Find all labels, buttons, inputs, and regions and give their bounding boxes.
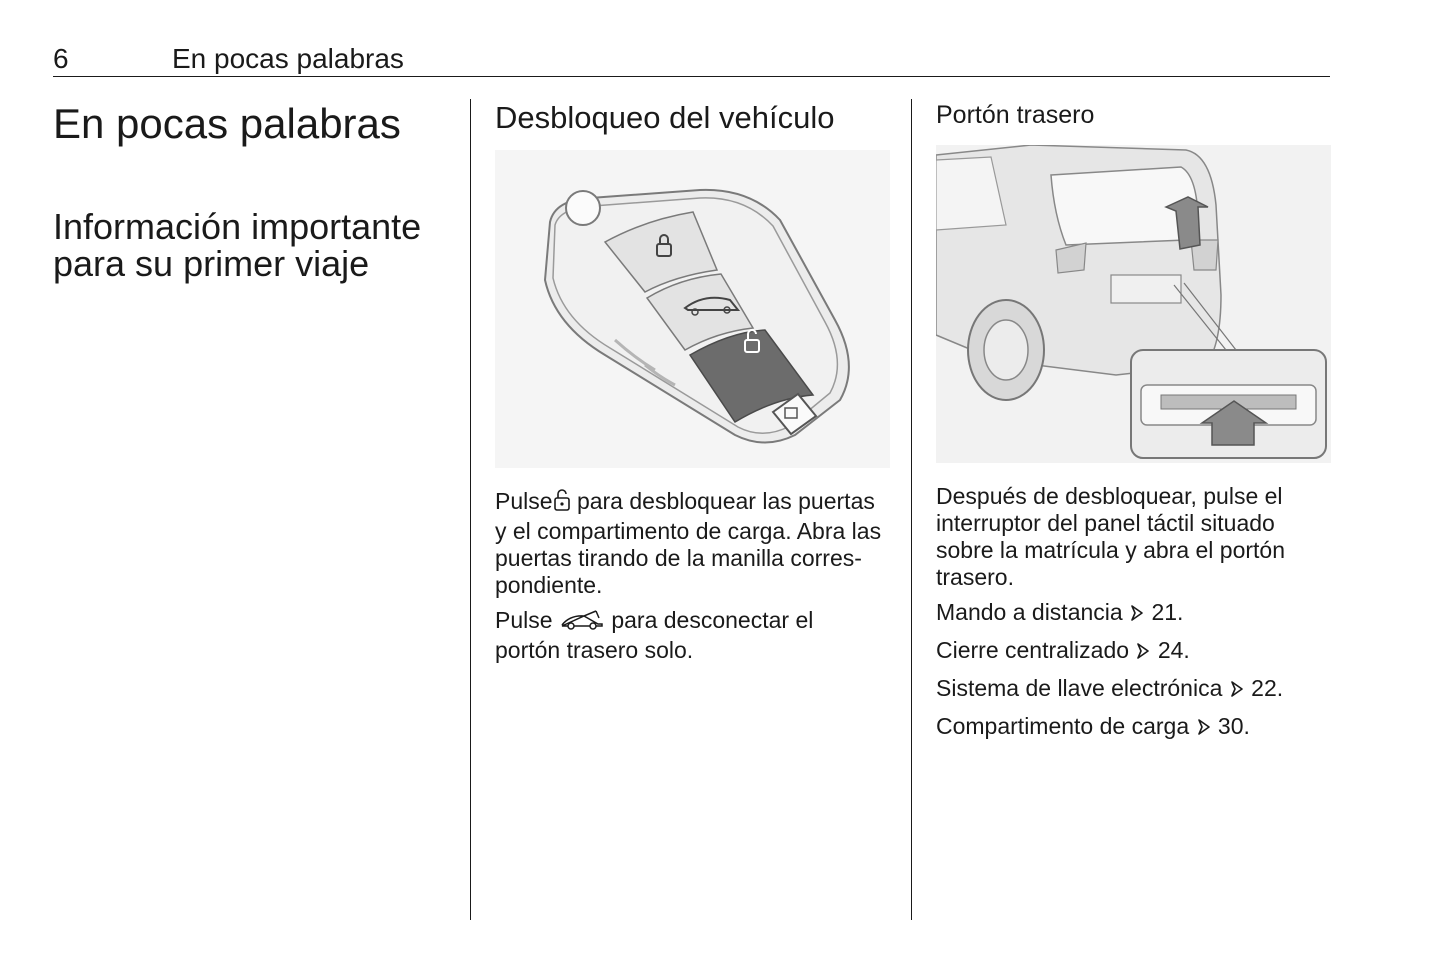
page-header [53,40,1330,77]
xref-page: 30. [1217,713,1250,739]
unlock-icon [553,488,571,518]
unlock-vehicle-heading: Desbloqueo del vehículo [495,100,835,135]
chapter-title: En pocas palabras [53,100,401,147]
reference-arrow-icon [1129,602,1145,629]
tailgate-icon [559,609,605,637]
xref-label: Cierre centralizado [936,637,1130,663]
xref-label: Sistema de llave electrónica [936,675,1223,701]
unlock-text-line3: puertas tirando de la manilla corres- [495,545,862,571]
cross-reference[interactable] [936,675,1316,705]
tailgate-open-line4: trasero. [936,564,1014,590]
remote-key-fob-illustration [495,150,890,468]
running-title: En pocas palabras [172,43,404,74]
section-title [53,208,453,282]
rear-tailgate-illustration [936,145,1331,463]
xref-page: 21. [1151,599,1184,625]
reference-arrow-icon [1196,716,1212,743]
column-2 [495,100,895,663]
xref-label: Mando a distancia [936,599,1123,625]
unlock-text-line1: para desbloquear las puertas [576,488,875,514]
unlock-instructions [495,488,895,672]
xref-page: 22. [1251,675,1284,701]
column-divider-2 [911,99,912,920]
pulse-word: Pulse [495,488,553,514]
tailgate-text-line1: para desconectar el [611,607,814,633]
unlock-paragraph [495,488,895,599]
column-divider-1 [470,99,471,920]
reference-arrow-icon [1229,678,1245,705]
unlock-text-line2: y el compartimento de carga. Abra las [495,518,882,544]
tailgate-text-line2: portón trasero solo. [495,637,694,663]
tailgate-open-paragraph [936,483,1316,591]
xref-page: 24. [1157,637,1190,663]
pulse-word: Pulse [495,607,553,633]
tailgate-open-line1: Después de desbloquear, pulse el [936,483,1283,509]
cross-reference[interactable] [936,713,1316,743]
section-title-line1: Información importante [53,206,422,247]
cross-reference[interactable] [936,599,1316,629]
reference-arrow-icon [1135,640,1151,667]
section-title-line2: para su primer viaje [53,243,370,284]
tailgate-instructions [936,483,1316,751]
tailgate-open-line2: interruptor del panel táctil situado [936,510,1275,536]
tailgate-open-line3: sobre la matrícula y abra el portón [936,537,1286,563]
column-3 [936,100,1336,739]
tailgate-heading: Portón trasero [936,101,1095,129]
cross-reference[interactable] [936,637,1316,667]
xref-label: Compartimento de carga [936,713,1190,739]
unlock-text-line4: pondiente. [495,572,603,598]
page-number: 6 [53,43,69,74]
tailgate-paragraph [495,607,895,664]
column-1 [53,100,453,282]
